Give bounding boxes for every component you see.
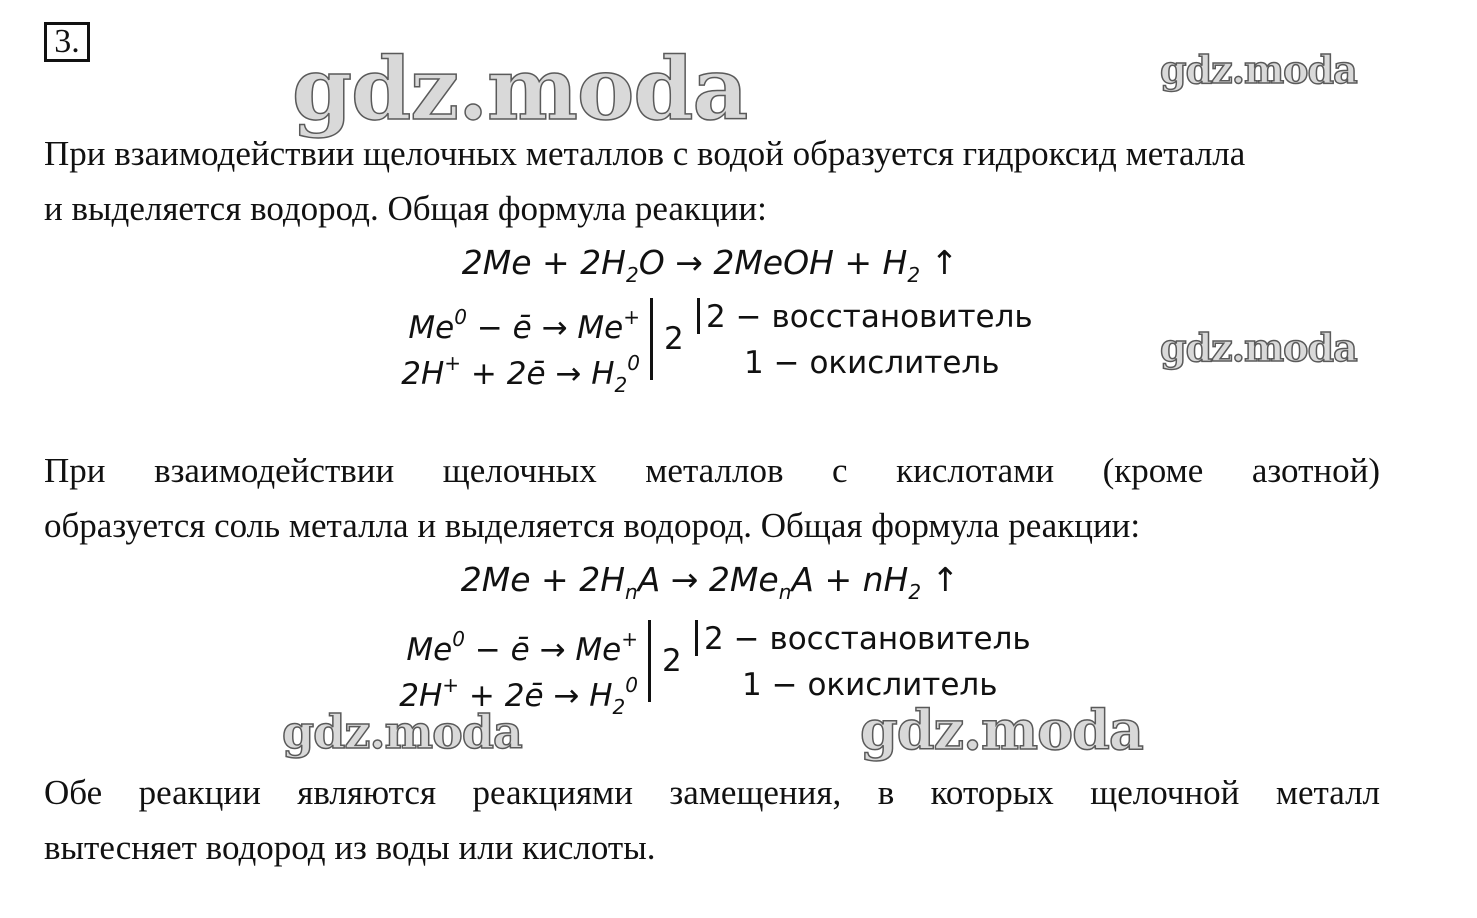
oxidizer-label (744, 340, 1000, 386)
watermark-logo: gdz.moda (282, 705, 522, 759)
reaction-equation: $2Me + 2H_nA \to 2Me_nA + nH_2$ ↑ (460, 560, 960, 604)
coefficient: 2 (706, 299, 726, 335)
balance-lcm: 2 (664, 321, 684, 357)
half-reaction-oxidation: $Me^0$ − ē → Me+ (408, 305, 640, 346)
balance-divider (697, 298, 700, 334)
role-text: окислитель (809, 345, 1000, 381)
balance-divider (695, 620, 698, 656)
coefficient: 1 (744, 345, 764, 381)
paragraph-line: образуется соль металла и выделяется водород. Общая формула реакции: (44, 506, 1141, 545)
oxidizer-label (742, 662, 998, 708)
balance-lcm: 2 (662, 643, 682, 679)
watermark-logo: gdz.moda (860, 698, 1143, 762)
reaction-equation: $2Me + 2H_2O$ → 2MeOH + $H_2$ ↑ (461, 243, 959, 287)
coefficient: 2 (704, 621, 724, 657)
paragraph-line: вытесняет водород из воды или кислоты. (44, 828, 656, 867)
half-reaction-reduction: 2H+ + 2ē → $H_2^0$ (399, 673, 638, 719)
role-text: окислитель (807, 667, 998, 703)
paragraph-line: и выделяется водород. Общая формула реакции: (44, 189, 767, 228)
paragraph-line: При взаимодействии щелочных металлов с водой образуется гидроксид металла (44, 134, 1246, 173)
paragraph-text (44, 126, 1380, 236)
role-text: восстановитель (769, 621, 1031, 657)
balance-divider (650, 298, 653, 380)
dash: − (733, 621, 760, 657)
paragraph-text (44, 443, 1380, 553)
role-text: восстановитель (771, 299, 1033, 335)
paragraph-line: Обе реакции являются реакциями замещения, в которых щелочной металл (44, 773, 1380, 812)
half-reaction-oxidation: $Me^0$ − ē → Me+ (406, 627, 638, 668)
paragraph-line: При взаимодействии щелочных металлов с кислотами (кроме азотной) (44, 451, 1380, 490)
balance-divider (648, 620, 651, 702)
coefficient: 1 (742, 667, 762, 703)
task-number: 3. (44, 22, 90, 62)
paragraph-text (44, 765, 1380, 875)
dash: − (773, 345, 800, 381)
watermark-logo: gdz.moda (1160, 47, 1357, 92)
reducer-label (704, 616, 1031, 662)
dash: − (771, 667, 798, 703)
half-reaction-reduction: 2H+ + 2ē → $H_2^0$ (401, 351, 640, 397)
watermark-logo: gdz.moda (292, 39, 748, 140)
dash: − (735, 299, 762, 335)
watermark-logo: gdz.moda (1160, 325, 1357, 370)
reducer-label (706, 294, 1033, 340)
